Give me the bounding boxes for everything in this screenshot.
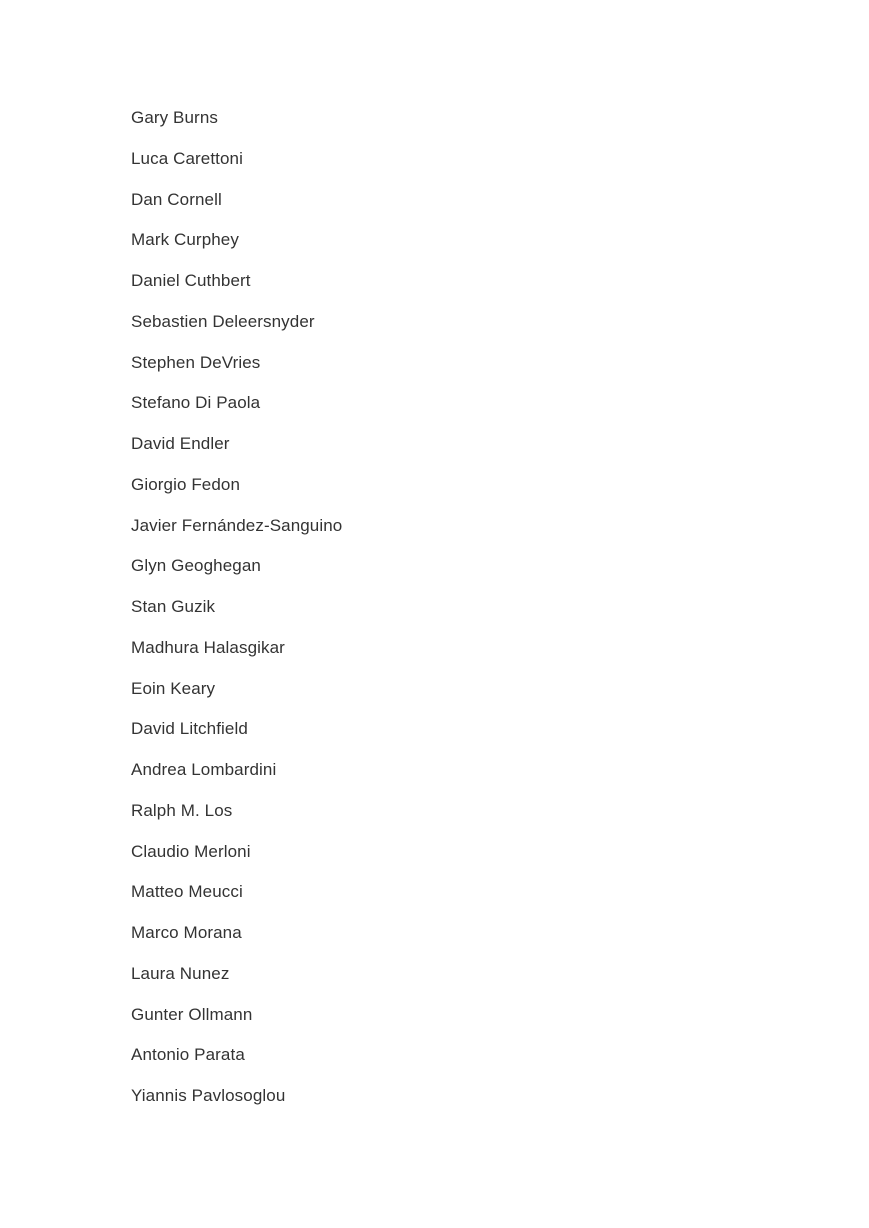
- list-item: Antonio Parata: [131, 1045, 245, 1065]
- list-item: Giorgio Fedon: [131, 474, 241, 494]
- list-item: Marco Morana: [131, 923, 242, 942]
- list-item: Gary Burns: [131, 108, 218, 127]
- list-item: Yiannis Pavlosoglou: [131, 1086, 286, 1105]
- list-item: Stan Guzik: [131, 597, 216, 616]
- list-item: David Litchfield: [131, 719, 248, 739]
- list-item: Andrea Lombardini: [131, 760, 277, 779]
- list-item: Gunter Ollmann: [131, 1004, 253, 1024]
- list-item: Laura Nunez: [131, 963, 230, 983]
- contributor-list: [131, 107, 342, 1126]
- list-item: Ralph M. Los: [131, 800, 233, 820]
- list-item: Glyn Geoghegan: [131, 556, 261, 576]
- list-item: Stephen DeVries: [131, 352, 261, 372]
- list-item: Madhura Halasgikar: [131, 637, 285, 657]
- list-item: Mark Curphey: [131, 230, 239, 250]
- list-item: Matteo Meucci: [131, 882, 243, 902]
- list-item: Dan Cornell: [131, 189, 222, 209]
- list-item: David Endler: [131, 434, 230, 453]
- list-item: Javier Fernández-Sanguino: [131, 515, 343, 535]
- list-item: Claudio Merloni: [131, 841, 251, 861]
- list-item: Eoin Keary: [131, 678, 216, 698]
- list-item: Luca Carettoni: [131, 148, 243, 168]
- list-item: Daniel Cuthbert: [131, 271, 251, 290]
- list-item: Sebastien Deleersnyder: [131, 311, 315, 331]
- list-item: Stefano Di Paola: [131, 393, 261, 413]
